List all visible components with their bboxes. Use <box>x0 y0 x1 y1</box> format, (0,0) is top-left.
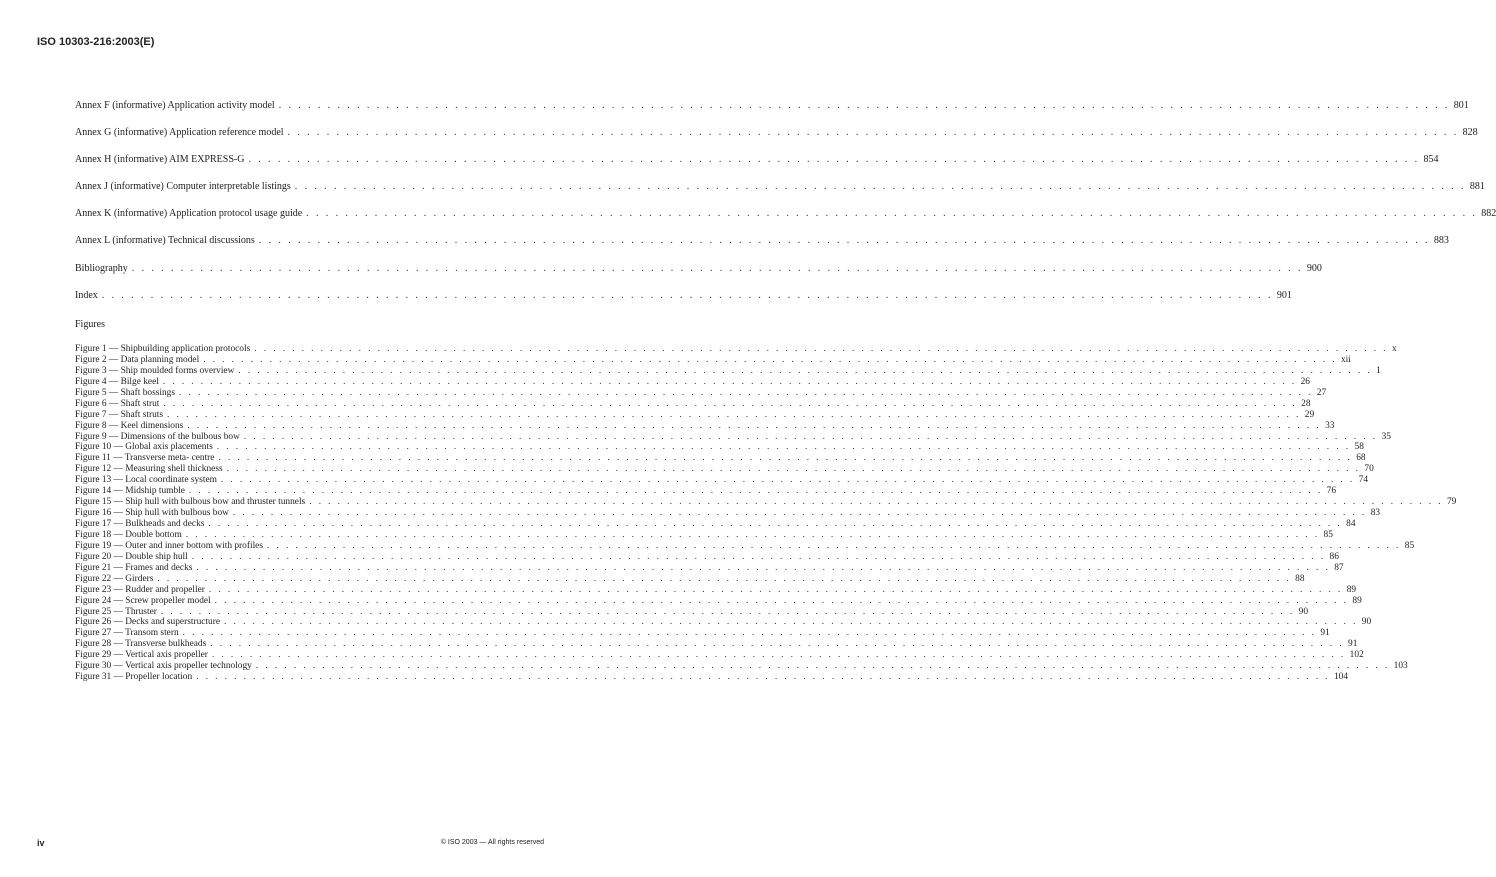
dot-leader: . . . . . . . . . . . . . . . . . . . . . . . . . . . . . . . . . . . . . . . . . . . . . . . . . . . . . . . . . . . . . . . . . . . . . . . . . . . . . . . . . . . . . . . . . . . . . . . . . . . . . . . . . . . . . . . . . . . . . . . . <box>162 376 1297 387</box>
toc-entry-page: 76 <box>1326 486 1337 497</box>
toc-entry-page: 83 <box>1370 508 1381 519</box>
dot-leader: . . . . . . . . . . . . . . . . . . . . . . . . . . . . . . . . . . . . . . . . . . . . . . . . . . . . . . . . . . . . . . . . . . . . . . . . . . . . . . . . . . . . . . . . . . . . . . . . . . . . . . . . . . . . . . . . . . . . . . . . <box>208 584 1343 595</box>
dot-leader: . . . . . . . . . . . . . . . . . . . . . . . . . . . . . . . . . . . . . . . . . . . . . . . . . . . . . . . . . . . . . . . . . . . . . . . . . . . . . . . . . . . . . . . . . . . . . . . . . . . . . . . . . . . . . . . . . . . . . . . . <box>179 387 1313 398</box>
toc-entry[interactable] <box>75 562 1344 574</box>
toc-entry[interactable] <box>75 181 1485 208</box>
toc-entry-label: Figure 20 — Double ship hull <box>75 551 188 562</box>
toc-entry[interactable] <box>75 262 1322 290</box>
toc-entry-label: Figure 19 — Outer and inner bottom with profiles <box>75 540 263 551</box>
toc-entry-label: Figure 6 — Shaft strut <box>75 398 160 409</box>
toc-entry[interactable] <box>75 453 1366 464</box>
toc-entry-label: Figure 18 — Double bottom <box>75 529 182 540</box>
dot-leader: . . . . . . . . . . . . . . . . . . . . . . . . . . . . . . . . . . . . . . . . . . . . . . . . . . . . . . . . . . . . . . . . . . . . . . . . . . . . . . . . . . . . . . . . . . . . . . . . . . . . . . . . . . . . . . . . . . . . . . . . <box>196 672 1330 683</box>
dot-leader: . . . . . . . . . . . . . . . . . . . . . . . . . . . . . . . . . . . . . . . . . . . . . . . . . . . . . . . . . . . . . . . . . . . . . . . . . . . . . . . . . . . . . . . . . . . . . . . . . . . . . . . . . . . . . . . . . . . . . . . . <box>131 262 1303 274</box>
toc-entry[interactable] <box>75 639 1358 650</box>
toc-entry[interactable] <box>75 628 1330 639</box>
toc-entry[interactable] <box>75 376 1310 388</box>
toc-entry-page: 90 <box>1361 617 1372 628</box>
dot-leader: . . . . . . . . . . . . . . . . . . . . . . . . . . . . . . . . . . . . . . . . . . . . . . . . . . . . . . . . . . . . . . . . . . . . . . . . . . . . . . . . . . . . . . . . . . . . . . . . . . . . . . . . . . . . . . . . . . . . . . . . <box>258 235 1430 247</box>
toc-entry[interactable] <box>75 464 1374 475</box>
toc-entry[interactable] <box>75 551 1339 563</box>
toc-entry-label: Figure 24 — Screw propeller model <box>75 595 211 606</box>
toc-entry-label: Figure 3 — Ship moulded forms overview <box>75 365 235 376</box>
toc-entry[interactable] <box>75 354 1351 366</box>
toc-entry-label: Annex H (informative) AIM EXPRESS-G <box>75 154 245 166</box>
dot-leader: . . . . . . . . . . . . . . . . . . . . . . . . . . . . . . . . . . . . . . . . . . . . . . . . . . . . . . . . . . . . . . . . . . . . . . . . . . . . . . . . . . . . . . . . . . . . . . . . . . . . . . . . . . . . . . . . . . . . . . . . <box>208 519 1343 529</box>
toc-entry-page: 91 <box>1320 628 1330 639</box>
toc-entry-label: Index <box>75 289 98 301</box>
toc-entry-page: 89 <box>1352 595 1362 606</box>
dot-leader: . . . . . . . . . . . . . . . . . . . . . . . . . . . . . . . . . . . . . . . . . . . . . . . . . . . . . . . . . . . . . . . . . . . . . . . . . . . . . . . . . . . . . . . . . . . . . . . . . . . . . . . . . . . . . . . . . . . . . . . . <box>185 529 1320 540</box>
dot-leader: . . . . . . . . . . . . . . . . . . . . . . . . . . . . . . . . . . . . . . . . . . . . . . . . . . . . . . . . . . . . . . . . . . . . . . . . . . . . . . . . . . . . . . . . . . . . . . . . . . . . . . . . . . . . . . . . . . . . . . . . <box>248 154 1420 166</box>
dot-leader: . . . . . . . . . . . . . . . . . . . . . . . . . . . . . . . . . . . . . . . . . . . . . . . . . . . . . . . . . . . . . . . . . . . . . . . . . . . . . . . . . . . . . . . . . . . . . . . . . . . . . . . . . . . . . . . . . . . . . . . . <box>214 595 1349 606</box>
toc-entry[interactable] <box>75 540 1415 552</box>
dot-leader: . . . . . . . . . . . . . . . . . . . . . . . . . . . . . . . . . . . . . . . . . . . . . . . . . . . . . . . . . . . . . . . . . . . . . . . . . . . . . . . . . . . . . . . . . . . . . . . . . . . . . . . . . . . . . . . . . . . . . . . . <box>157 573 1292 584</box>
toc-entry[interactable] <box>75 289 1292 317</box>
toc-entry-label: Figure 4 — Bilge keel <box>75 376 159 387</box>
toc-entry[interactable] <box>75 486 1337 497</box>
dot-leader: . . . . . . . . . . . . . . . . . . . . . . . . . . . . . . . . . . . . . . . . . . . . . . . . . . . . . . . . . . . . . . . . . . . . . . . . . . . . . . . . . . . . . . . . . . . . . . . . . . . . . . . . . . . . . . . . . . . . . . . . <box>278 100 1450 111</box>
page-number: iv <box>37 838 45 848</box>
dot-leader: . . . . . . . . . . . . . . . . . . . . . . . . . . . . . . . . . . . . . . . . . . . . . . . . . . . . . . . . . . . . . . . . . . . . . . . . . . . . . . . . . . . . . . . . . . . . . . . . . . . . . . . . . . . . . . . . . . . . . . . . <box>167 409 1301 420</box>
toc-entry-page: 86 <box>1329 551 1339 562</box>
dot-leader: . . . . . . . . . . . . . . . . . . . . . . . . . . . . . . . . . . . . . . . . . . . . . . . . . . . . . . . . . . . . . . . . . . . . . . . . . . . . . . . . . . . . . . . . . . . . . . . . . . . . . . . . . . . . . . . . . . . . . . . . <box>306 208 1478 220</box>
toc-entry-label: Annex L (informative) Technical discussions <box>75 235 255 247</box>
toc-entry-page: 901 <box>1276 289 1292 301</box>
toc-entry-label: Figure 27 — Transom stern <box>75 628 179 639</box>
toc-entry[interactable] <box>75 208 1496 235</box>
toc-entry-label: Figure 8 — Keel dimensions <box>75 420 184 431</box>
toc-entry[interactable] <box>75 617 1372 628</box>
toc-entry-page: 33 <box>1325 420 1335 431</box>
toc-entry-label: Figure 16 — Ship hull with bulbous bow <box>75 508 229 519</box>
toc-entry-page: 883 <box>1433 235 1449 247</box>
toc-entry[interactable] <box>75 235 1449 262</box>
toc-entry[interactable] <box>75 519 1356 530</box>
toc-entry-label: Annex F (informative) Application activity model <box>75 100 275 111</box>
dot-leader: . . . . . . . . . . . . . . . . . . . . . . . . . . . . . . . . . . . . . . . . . . . . . . . . . . . . . . . . . . . . . . . . . . . . . . . . . . . . . . . . . . . . . . . . . . . . . . . . . . . . . . . . . . . . . . . . . . . . . . . . <box>226 464 1361 475</box>
dot-leader: . . . . . . . . . . . . . . . . . . . . . . . . . . . . . . . . . . . . . . . . . . . . . . . . . . . . . . . . . . . . . . . . . . . . . . . . . . . . . . . . . . . . . . . . . . . . . . . . . . . . . . . . . . . . . . . . . . . . . . . . <box>287 127 1459 139</box>
toc-entry-page: 900 <box>1306 262 1322 274</box>
toc-entry-page: 828 <box>1462 127 1478 139</box>
copyright-notice: © ISO 2003 — All rights reserved <box>440 839 544 846</box>
figure-toc <box>75 344 1457 683</box>
toc-entry-label: Figure 25 — Thruster <box>75 606 157 617</box>
toc-entry-label: Figure 7 — Shaft struts <box>75 409 164 420</box>
dot-leader: . . . . . . . . . . . . . . . . . . . . . . . . . . . . . . . . . . . . . . . . . . . . . . . . . . . . . . . . . . . . . . . . . . . . . . . . . . . . . . . . . . . . . . . . . . . . . . . . . . . . . . . . . . . . . . . . . . . . . . . . <box>254 344 1389 354</box>
dot-leader: . . . . . . . . . . . . . . . . . . . . . . . . . . . . . . . . . . . . . . . . . . . . . . . . . . . . . . . . . . . . . . . . . . . . . . . . . . . . . . . . . . . . . . . . . . . . . . . . . . . . . . . . . . . . . . . . . . . . . . . . <box>243 431 1378 442</box>
dot-leader: . . . . . . . . . . . . . . . . . . . . . . . . . . . . . . . . . . . . . . . . . . . . . . . . . . . . . . . . . . . . . . . . . . . . . . . . . . . . . . . . . . . . . . . . . . . . . . . . . . . . . . . . . . . . . . . . . . . . . . . . <box>101 289 1273 301</box>
toc-entry-page: 68 <box>1356 453 1366 464</box>
toc-entry-page: 91 <box>1348 639 1358 650</box>
toc-entry[interactable] <box>75 154 1439 181</box>
toc-entry-page: 70 <box>1364 464 1374 475</box>
toc-entry[interactable] <box>75 672 1348 683</box>
toc-entry-page: 84 <box>1346 519 1356 529</box>
toc-entry-label: Figure 31 — Propeller location <box>75 672 193 683</box>
dot-leader: . . . . . . . . . . . . . . . . . . . . . . . . . . . . . . . . . . . . . . . . . . . . . . . . . . . . . . . . . . . . . . . . . . . . . . . . . . . . . . . . . . . . . . . . . . . . . . . . . . . . . . . . . . . . . . . . . . . . . . . . <box>220 475 1355 486</box>
dot-leader: . . . . . . . . . . . . . . . . . . . . . . . . . . . . . . . . . . . . . . . . . . . . . . . . . . . . . . . . . . . . . . . . . . . . . . . . . . . . . . . . . . . . . . . . . . . . . . . . . . . . . . . . . . . . . . . . . . . . . . . . <box>238 365 1373 376</box>
toc-entry-page: 74 <box>1358 475 1369 486</box>
dot-leader: . . . . . . . . . . . . . . . . . . . . . . . . . . . . . . . . . . . . . . . . . . . . . . . . . . . . . . . . . . . . . . . . . . . . . . . . . . . . . . . . . . . . . . . . . . . . . . . . . . . . . . . . . . . . . . . . . . . . . . . . <box>182 628 1317 639</box>
toc-entry-label: Figure 28 — Transverse bulkheads <box>75 639 207 650</box>
dot-leader: . . . . . . . . . . . . . . . . . . . . . . . . . . . . . . . . . . . . . . . . . . . . . . . . . . . . . . . . . . . . . . . . . . . . . . . . . . . . . . . . . . . . . . . . . . . . . . . . . . . . . . . . . . . . . . . . . . . . . . . . <box>232 508 1367 519</box>
toc-entry-label: Figure 14 — Midship tumble <box>75 486 185 497</box>
toc-entry-page: 103 <box>1393 661 1408 672</box>
toc-entry-page: xii <box>1340 354 1351 365</box>
toc-entry-page: 1 <box>1376 365 1381 376</box>
dot-leader: . . . . . . . . . . . . . . . . . . . . . . . . . . . . . . . . . . . . . . . . . . . . . . . . . . . . . . . . . . . . . . . . . . . . . . . . . . . . . . . . . . . . . . . . . . . . . . . . . . . . . . . . . . . . . . . . . . . . . . . . <box>160 606 1295 617</box>
toc-entry-page: 85 <box>1404 540 1415 551</box>
toc-entry-page: 35 <box>1381 431 1391 442</box>
toc-entry-page: 27 <box>1316 387 1327 398</box>
figures-heading: Figures <box>75 319 105 330</box>
toc-entry-label: Figure 15 — Ship hull with bulbous bow and thruster tunnels <box>75 497 306 508</box>
toc-entry-page: 104 <box>1333 672 1348 683</box>
toc-entry-label: Figure 30 — Vertical axis propeller technology <box>75 661 252 672</box>
toc-entry-label: Figure 5 — Shaft bossings <box>75 387 176 398</box>
toc-entry-page: 79 <box>1446 497 1457 508</box>
annex-toc <box>75 100 1496 317</box>
toc-entry[interactable] <box>75 431 1391 443</box>
toc-entry-page: 29 <box>1304 409 1315 420</box>
toc-entry-label: Figure 29 — Vertical axis propeller <box>75 650 208 661</box>
dot-leader: . . . . . . . . . . . . . . . . . . . . . . . . . . . . . . . . . . . . . . . . . . . . . . . . . . . . . . . . . . . . . . . . . . . . . . . . . . . . . . . . . . . . . . . . . . . . . . . . . . . . . . . . . . . . . . . . . . . . . . . . <box>191 551 1326 562</box>
document-header: ISO 10303-216:2003(E) <box>37 36 155 48</box>
dot-leader: . . . . . . . . . . . . . . . . . . . . . . . . . . . . . . . . . . . . . . . . . . . . . . . . . . . . . . . . . . . . . . . . . . . . . . . . . . . . . . . . . . . . . . . . . . . . . . . . . . . . . . . . . . . . . . . . . . . . . . . . <box>196 562 1331 573</box>
dot-leader: . . . . . . . . . . . . . . . . . . . . . . . . . . . . . . . . . . . . . . . . . . . . . . . . . . . . . . . . . . . . . . . . . . . . . . . . . . . . . . . . . . . . . . . . . . . . . . . . . . . . . . . . . . . . . . . . . . . . . . . . <box>255 661 1390 672</box>
dot-leader: . . . . . . . . . . . . . . . . . . . . . . . . . . . . . . . . . . . . . . . . . . . . . . . . . . . . . . . . . . . . . . . . . . . . . . . . . . . . . . . . . . . . . . . . . . . . . . . . . . . . . . . . . . . . . . . . . . . . . . . . <box>188 486 1323 497</box>
toc-entry[interactable] <box>75 398 1311 410</box>
toc-entry-label: Annex K (informative) Application protocol usage guide <box>75 208 303 220</box>
toc-entry-label: Figure 12 — Measuring shell thickness <box>75 464 223 475</box>
toc-entry-label: Figure 1 — Shipbuilding application protocols <box>75 344 251 354</box>
toc-entry-page: 881 <box>1469 181 1485 193</box>
toc-entry-page: 90 <box>1298 606 1308 617</box>
toc-entry[interactable] <box>75 661 1408 672</box>
dot-leader: . . . . . . . . . . . . . . . . . . . . . . . . . . . . . . . . . . . . . . . . . . . . . . . . . . . . . . . . . . . . . . . . . . . . . . . . . . . . . . . . . . . . . . . . . . . . . . . . . . . . . . . . . . . . . . . . . . . . . . . . <box>210 639 1345 650</box>
toc-entry-page: 102 <box>1349 650 1364 661</box>
toc-entry-page: x <box>1392 344 1397 354</box>
dot-leader: . . . . . . . . . . . . . . . . . . . . . . . . . . . . . . . . . . . . . . . . . . . . . . . . . . . . . . . . . . . . . . . . . . . . . . . . . . . . . . . . . . . . . . . . . . . . . . . . . . . . . . . . . . . . . . . . . . . . . . . . <box>218 453 1353 464</box>
toc-entry[interactable] <box>75 650 1364 661</box>
toc-entry[interactable] <box>75 584 1357 596</box>
toc-entry-label: Annex J (informative) Computer interpretable listings <box>75 181 291 193</box>
dot-leader: . . . . . . . . . . . . . . . . . . . . . . . . . . . . . . . . . . . . . . . . . . . . . . . . . . . . . . . . . . . . . . . . . . . . . . . . . . . . . . . . . . . . . . . . . . . . . . . . . . . . . . . . . . . . . . . . . . . . . . . . <box>216 442 1351 453</box>
toc-entry[interactable] <box>75 529 1333 541</box>
toc-entry-label: Figure 17 — Bulkheads and decks <box>75 519 205 529</box>
toc-entry[interactable] <box>75 344 1397 355</box>
toc-entry-label: Figure 21 — Frames and decks <box>75 562 193 573</box>
dot-leader: . . . . . . . . . . . . . . . . . . . . . . . . . . . . . . . . . . . . . . . . . . . . . . . . . . . . . . . . . . . . . . . . . . . . . . . . . . . . . . . . . . . . . . . . . . . . . . . . . . . . . . . . . . . . . . . . . . . . . . . . <box>267 540 1401 551</box>
toc-entry-page: 882 <box>1481 208 1496 220</box>
toc-entry-page: 85 <box>1323 529 1333 540</box>
dot-leader: . . . . . . . . . . . . . . . . . . . . . . . . . . . . . . . . . . . . . . . . . . . . . . . . . . . . . . . . . . . . . . . . . . . . . . . . . . . . . . . . . . . . . . . . . . . . . . . . . . . . . . . . . . . . . . . . . . . . . . . . <box>203 354 1337 365</box>
toc-entry-label: Figure 23 — Rudder and propeller <box>75 584 205 595</box>
dot-leader: . . . . . . . . . . . . . . . . . . . . . . . . . . . . . . . . . . . . . . . . . . . . . . . . . . . . . . . . . . . . . . . . . . . . . . . . . . . . . . . . . . . . . . . . . . . . . . . . . . . . . . . . . . . . . . . . . . . . . . . . <box>294 181 1466 193</box>
toc-entry[interactable] <box>75 573 1305 585</box>
toc-entry[interactable] <box>75 497 1457 508</box>
toc-entry-label: Figure 2 — Data planning model <box>75 354 200 365</box>
dot-leader: . . . . . . . . . . . . . . . . . . . . . . . . . . . . . . . . . . . . . . . . . . . . . . . . . . . . . . . . . . . . . . . . . . . . . . . . . . . . . . . . . . . . . . . . . . . . . . . . . . . . . . . . . . . . . . . . . . . . . . . . <box>309 497 1443 508</box>
toc-entry[interactable] <box>75 365 1381 377</box>
toc-entry[interactable] <box>75 127 1478 154</box>
toc-entry-label: Figure 11 — Transverse meta- centre <box>75 453 215 464</box>
toc-entry-label: Annex G (informative) Application reference model <box>75 127 284 139</box>
toc-entry[interactable] <box>75 475 1369 486</box>
toc-entry[interactable] <box>75 508 1381 519</box>
dot-leader: . . . . . . . . . . . . . . . . . . . . . . . . . . . . . . . . . . . . . . . . . . . . . . . . . . . . . . . . . . . . . . . . . . . . . . . . . . . . . . . . . . . . . . . . . . . . . . . . . . . . . . . . . . . . . . . . . . . . . . . . <box>224 617 1358 628</box>
toc-entry-page: 58 <box>1354 442 1364 453</box>
toc-entry-page: 801 <box>1453 100 1469 111</box>
dot-leader: . . . . . . . . . . . . . . . . . . . . . . . . . . . . . . . . . . . . . . . . . . . . . . . . . . . . . . . . . . . . . . . . . . . . . . . . . . . . . . . . . . . . . . . . . . . . . . . . . . . . . . . . . . . . . . . . . . . . . . . . <box>187 420 1322 431</box>
toc-entry-page: 28 <box>1301 398 1311 409</box>
toc-entry[interactable] <box>75 100 1469 127</box>
toc-entry-label: Figure 13 — Local coordinate system <box>75 475 217 486</box>
toc-entry[interactable] <box>75 442 1364 453</box>
toc-entry-label: Bibliography <box>75 262 128 274</box>
toc-entry-page: 87 <box>1334 562 1344 573</box>
toc-entry-page: 26 <box>1300 376 1310 387</box>
dot-leader: . . . . . . . . . . . . . . . . . . . . . . . . . . . . . . . . . . . . . . . . . . . . . . . . . . . . . . . . . . . . . . . . . . . . . . . . . . . . . . . . . . . . . . . . . . . . . . . . . . . . . . . . . . . . . . . . . . . . . . . . <box>163 398 1298 409</box>
toc-entry[interactable] <box>75 606 1308 618</box>
toc-entry[interactable] <box>75 420 1335 432</box>
toc-entry-label: Figure 9 — Dimensions of the bulbous bow <box>75 431 240 442</box>
toc-entry[interactable] <box>75 409 1315 421</box>
toc-entry-page: 854 <box>1423 154 1439 166</box>
toc-entry[interactable] <box>75 595 1362 607</box>
toc-entry[interactable] <box>75 387 1327 399</box>
toc-entry-label: Figure 22 — Girders <box>75 573 154 584</box>
dot-leader: . . . . . . . . . . . . . . . . . . . . . . . . . . . . . . . . . . . . . . . . . . . . . . . . . . . . . . . . . . . . . . . . . . . . . . . . . . . . . . . . . . . . . . . . . . . . . . . . . . . . . . . . . . . . . . . . . . . . . . . . <box>211 650 1346 661</box>
toc-entry-page: 89 <box>1346 584 1357 595</box>
toc-entry-label: Figure 26 — Decks and superstructure <box>75 617 221 628</box>
toc-entry-label: Figure 10 — Global axis placements <box>75 442 213 453</box>
toc-entry-page: 88 <box>1295 573 1305 584</box>
